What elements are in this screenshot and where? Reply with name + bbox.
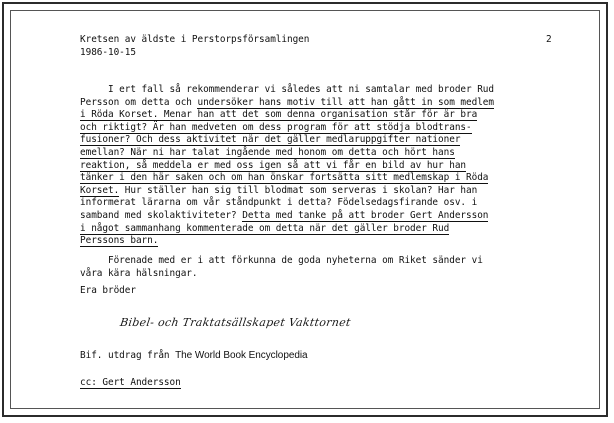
underlined-text: undersöker hans motiv till att han gått in som medlem (197, 96, 494, 108)
underlined-text: och riktigt? Är han medveten om dess program för att stödja blodtrans- (80, 121, 472, 133)
body-line (80, 235, 494, 248)
cc-line (80, 377, 181, 390)
body-line (80, 197, 494, 210)
header-date: 1986-10-15 (80, 47, 136, 58)
body-paragraph (80, 84, 494, 248)
header-title: Kretsen av äldste i Perstorpsförsamlingen (80, 34, 310, 45)
underlined-text: fusioner? Och dess aktivitet när det gäller medlaruppgifter nationer (80, 134, 461, 146)
body-text: informerat lärarna om vår ståndpunkt i detta? Födelsedagsfirande osv. i (80, 197, 478, 209)
enclosure-note (80, 350, 308, 363)
signature: Bibel- och Traktatsällskapet Vakttornet (119, 316, 352, 329)
closing-line: våra kära hälsningar. (80, 267, 198, 279)
body-line (80, 109, 494, 122)
body-text: Hur ställer han sig till blodmat som serveras i skolan? Har han (119, 184, 478, 196)
closing-line: Förenade med er i att förkunna de goda nyheterna om Riket sänder vi (80, 255, 483, 266)
body-text: samband med skolaktiviteter? (80, 209, 243, 221)
body-line (80, 134, 494, 147)
body-line (80, 223, 494, 236)
body-line (80, 84, 494, 97)
body-line (80, 172, 494, 185)
body-line (80, 185, 494, 198)
enclosure-prefix: Bif. utdrag från (80, 350, 176, 361)
body-line (80, 160, 494, 173)
underlined-text: Detta med tanke på att broder Gert Andersson (242, 209, 489, 221)
underlined-text: reaktion, så meddela er med oss igen så att vi får en bild av hur han (80, 159, 467, 171)
underlined-text: tänker i den här saken och om han önskar fortsätta sitt medlemskap i Röda (80, 172, 489, 184)
body-text: Persson om detta och (80, 96, 198, 108)
enclosure-source: The World Book Encyclopedia (175, 350, 308, 361)
underlined-text: Perssons barn. (80, 235, 159, 247)
signoff: Era bröder (80, 285, 136, 296)
underlined-text: emellan? När ni har talat ingående med honom om detta och hört hans (80, 146, 455, 158)
body-line (80, 97, 494, 110)
body-text: I ert fall så rekommenderar vi således att ni samtalar med broder Rud (80, 84, 494, 95)
body-line (80, 147, 494, 160)
cc-text: cc: Gert Andersson (80, 377, 181, 388)
underlined-text: i något sammanhang kommenterade om detta när det gäller broder Rud (80, 222, 450, 234)
page-number: 2 (546, 34, 552, 45)
body-line (80, 210, 494, 223)
underlined-text: i Röda Korset. Menar han att det som denna organisation står för är bra (80, 109, 478, 121)
underlined-text: Korset. (80, 184, 120, 196)
body-line (80, 122, 494, 135)
closing-paragraph (80, 255, 483, 280)
